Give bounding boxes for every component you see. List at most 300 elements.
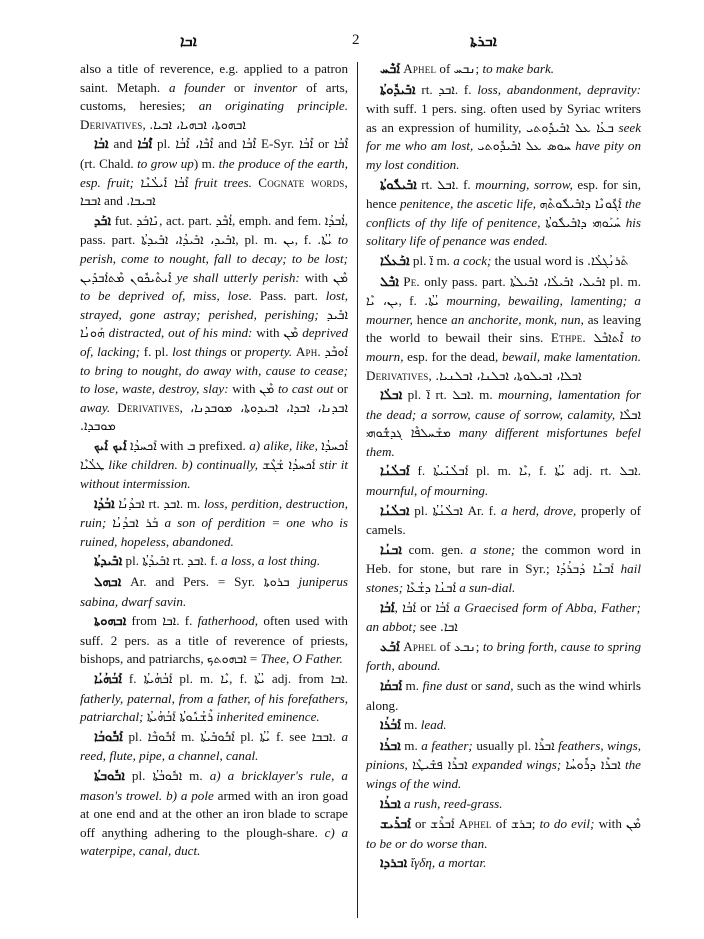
dictionary-entry (366, 815, 641, 853)
dictionary-entry (366, 716, 641, 736)
headword: ܐܰܒܽܘܒܳܐ (94, 729, 123, 745)
definition-text: feathers, wings, pinions, (366, 737, 641, 773)
grammar-label: Derivatives, (117, 399, 184, 415)
entry-text: with (299, 269, 334, 285)
dictionary-entry (80, 573, 348, 611)
syriac-form: ܐܒܠܶܐ ܡܫܰܚܠܦܶܐ ܓܕܫܽܘܗܝ (366, 406, 641, 441)
syriac-form: ܐܶܒܳܐ (333, 136, 348, 152)
syriac-form: ܝܢ (283, 232, 295, 248)
entry-text: pl. (152, 136, 176, 152)
definition-text: bewail, make lamentation. (501, 348, 641, 364)
entry-text: with (228, 381, 260, 397)
entry-text: usually pl. (472, 737, 535, 753)
definition-text: fine dust (422, 678, 468, 693)
definition-text: property. (245, 343, 293, 359)
entry-text: pl. (234, 728, 260, 744)
entry-text: , pl. m. (235, 232, 284, 248)
entry-text: of (436, 638, 455, 654)
definition-text: Abba, Father; an abbot; (366, 599, 642, 635)
syriac-form: ܐܒܺܝܕ، ܐܒܺܝܕܳܐ، ܐܒܺܝܕܬܳܐ (141, 232, 236, 248)
dictionary-entry (366, 462, 641, 500)
dictionary-entry (366, 599, 641, 637)
syriac-form: ܐ̈ (429, 252, 434, 268)
syriac-form: ܐܒܪܶܐ ܦܫܺܝܛܶܐ (412, 757, 468, 773)
syriac-form: ܐܰܟܚܕܳܐ ܛܠܳܝܶܐ (80, 437, 348, 473)
entry-text: or (410, 816, 431, 832)
definition-text: a feather; (421, 737, 473, 753)
headword: ܐܒܺܝܕܽܘܬܳܐ (380, 82, 416, 98)
entry-text: m. (400, 717, 421, 733)
entry-text: pl. m. (468, 463, 519, 479)
entry-text: often used with suff. 2 pers. as a title of reverence of priests, bishops, and patriarchs, (80, 613, 348, 667)
entry-text: fut. (111, 212, 137, 228)
entry-text (623, 330, 631, 345)
syriac-form: ܡܶܢ (283, 325, 299, 341)
definition-text: a rush, reed-grass. (404, 795, 503, 811)
grammar-label: Derivatives, (366, 367, 432, 383)
definition-text: lead. (420, 717, 447, 733)
syriac-form: ܒܥܳܐ ܥܠ ܐܒܺܝܕܽܘܬܝ (526, 119, 614, 135)
definition-text: a cock; (453, 252, 492, 268)
headword: ܐܒܪܕܐ (380, 856, 408, 872)
syriac-form: ܐܒܠܐ، ܐܒܝܠܘܬܐ، ܐܒܠܢܐ، ܐܒܠܢܝܐ. (435, 367, 582, 383)
entry-text: pl. (409, 252, 430, 268)
syriac-form: ܢܒܚ (453, 61, 476, 76)
definition-text: an originating principle. (198, 98, 348, 114)
entry-text: of (436, 61, 454, 76)
entry-text: of arts, customs, heresies; (80, 79, 348, 114)
grammar-label: Aphel (403, 61, 437, 76)
definition-text: a herd, drove, (500, 502, 577, 518)
entry-text: only pass. part. (419, 273, 510, 289)
syriac-form: ܐܰܒܢܶܐ ܕܰܒܪܳܕܳܐ (556, 561, 614, 577)
definition-text: a mortar. (438, 855, 487, 871)
syriac-form: ܡܶܢ (259, 381, 275, 397)
syriac-form: ܐܰܟܚܕܳܐ ܫܰܓܶܫ (262, 457, 316, 473)
entry-text: or (467, 678, 486, 693)
entry-text: ) m. (193, 155, 219, 171)
definition-text: a founder (168, 79, 226, 95)
syriac-form: ܚܘܣ ܥܠ ܐܒܺܝܕܽܘܬܝ (477, 138, 572, 154)
syriac-form: ܐܳܒܶܕ (215, 212, 232, 228)
syriac-form: ܝܢ، ܝܶܐ (366, 293, 399, 309)
grammar-label: Aphel (403, 638, 437, 654)
definition-text: b) a pole (166, 787, 214, 803)
entry-text: . (637, 463, 641, 479)
headword: ܐܒܳܐ (94, 137, 109, 153)
grammar-label: Aph. (295, 343, 321, 359)
headword: ܐܰܒܩܳܐ (380, 679, 402, 694)
dictionary-entry (80, 728, 348, 766)
definition-text: hail stones; (366, 561, 641, 596)
syriac-form: ܐܶܒܳܐ ܐܺܝܠܳܢܶܐ (140, 174, 189, 190)
dictionary-entry (366, 502, 641, 540)
entry-text: properly of camels. (366, 502, 642, 538)
syriac-form: ܐܒܐ (330, 671, 345, 686)
syriac-form: ܐܒܕ (163, 495, 180, 511)
left-column (80, 60, 348, 862)
headword: ܐܰܒܳܐ (380, 600, 395, 616)
syriac-form: ܐܰܒܢܳܐ ܕܫܳܥܶܐ (406, 580, 456, 596)
entry-text: or (225, 79, 254, 95)
headword: ܐܒܳܕܳܐ (94, 496, 115, 512)
entry-text (451, 425, 459, 440)
headword: ܐܰܝܟ ܐܰܝܟ (94, 438, 127, 454)
headword: ܐܶܒܳܐ (137, 137, 152, 153)
syriac-form: ܡܶܢ (333, 269, 348, 285)
definition-text: like children. (108, 457, 178, 473)
syriac-form: ܐܰܓܽܘܢܶܐ ܕܐܒܺܝܠܽܘܬܶܗ (539, 196, 622, 212)
headword: ܐܰܒܰܥ (380, 639, 400, 655)
dictionary-entry (80, 670, 348, 727)
definition-text: a) a bricklayer's rule, a mason's trowel. (80, 767, 348, 803)
entry-text: m. (400, 737, 422, 753)
syriac-form: ܚܰܝܰܘܗܝ ܕܐܒܺܝܠܽܘܬܳܐ (545, 214, 621, 230)
syriac-form: ܐ̈ (426, 387, 431, 403)
dictionary-entry (366, 854, 641, 874)
dictionary-entry (366, 176, 641, 251)
headword: ܐܒܰܕ (94, 213, 112, 229)
grammar-label: Pe. (403, 273, 420, 289)
definition-text: a loss, a lost thing. (221, 553, 321, 569)
entry-text: adj. from (264, 671, 331, 686)
definition-text: inventor (253, 79, 298, 95)
syriac-form: ܐܒܺܝܠ، ܐܒܺܝܠܳܐ، ܐܒܺܝܠܬܳܐ (509, 273, 606, 289)
syriac-form: ܐܶܒܳܐ (242, 136, 257, 152)
entry-text: f. (409, 463, 434, 479)
headword: ܐܰܒܪܺܝܫ (380, 817, 411, 833)
entry-text: . f. (455, 176, 476, 192)
entry-text: . m. (179, 495, 204, 511)
syriac-form: ܒ (186, 437, 196, 453)
headword: ܐܒܪܳܐ (380, 796, 401, 812)
syriac-form: ܐܶܒܳܐ (299, 136, 314, 152)
syriac-form: ܐܰܒܠܳܢܺܝܬܳܐ (433, 463, 469, 479)
headword: ܐܰܒܶܚ (380, 62, 400, 77)
entry-text: armed with an iron goad at one end and at the other an iron blade to scrape off anything adhering to the plough-share. (80, 787, 348, 840)
entry-text: ; (531, 816, 540, 832)
entry-text: , f. (527, 463, 555, 479)
definition-text: his solitary life of penance was ended. (366, 214, 641, 249)
entry-text (614, 561, 621, 576)
syriac-form: ܝܳܬܳܐ. (317, 232, 332, 248)
syriac-form: ܡܶܢ (626, 816, 641, 832)
definition-text: loss, perdition, destruction, ruin; (80, 495, 348, 531)
syriac-form: ܐܒܕܢܐ، ܐܒܕܐ، ܐܒܝܕܘܬܐ، ܡܘܒܕܢܐ، ܡܘܒܕܐ. (80, 399, 348, 434)
definition-text: to be deprived of, miss, lose. (80, 288, 253, 304)
syriac-form: ܐܒܽܘܒܳܬܳܐ (152, 767, 183, 783)
syriac-form: ܐܒܠܳܢܳܬܳܐ (432, 502, 463, 518)
entry-text: pl. (124, 767, 153, 783)
entry-text: . f. (176, 613, 198, 629)
entry-text: hence (412, 311, 452, 327)
syriac-form: ܐܰܒܳܐ (435, 599, 450, 615)
definition-text: penitence, the ascetic life, (399, 196, 537, 212)
entry-text: Pass. part. (252, 288, 326, 304)
syriac-form: ܐܒܠ (452, 387, 471, 403)
syriac-form: ܐܒܺܝܕ ܗܰܘܢܳܐ (80, 306, 348, 341)
dictionary-entry (80, 552, 348, 572)
grammar-label: Aphel (458, 816, 492, 832)
right-running-head: ܐܒܪܬܐ (470, 32, 497, 50)
grammar-label: Derivatives, (80, 116, 146, 132)
entry-text: m. (182, 767, 210, 783)
page-number: 2 (352, 32, 360, 48)
definition-text: a Graecised form of (453, 599, 562, 615)
entry-text: the common word in Heb. for stone, but rare in Syr.; (366, 541, 641, 577)
entry-text: com. gen. (401, 541, 471, 557)
syriac-form: ܝܳܬܳܐ (554, 463, 566, 479)
grammar-label: Ethpe. (550, 330, 586, 346)
definition-text: to be or do worse than. (366, 835, 488, 851)
syriac-form: ܐܰܒܪܶܫ (430, 816, 455, 832)
entry-text: Ar. and Pers. = Syr. (121, 574, 264, 590)
headword: ܐܒܶܠ (380, 274, 399, 290)
definition-text: stir it without intermission. (80, 457, 348, 492)
entry-text: . f. (203, 553, 222, 569)
dictionary-entry (80, 135, 348, 210)
entry-text: esp. for the dead, (403, 348, 502, 364)
entry-text: esp. for sin, hence (366, 176, 641, 212)
definition-text: ye shall utterly perish: (176, 269, 300, 285)
definition-text: b) continually, (181, 457, 259, 473)
definition-text: Thee, O Father. (260, 651, 343, 667)
definition-text: distracted, out of his mind: (108, 325, 253, 341)
headword: ܐܒܪܳܐ (380, 738, 401, 754)
entry-text: adj. rt. (565, 463, 620, 479)
definition-text: to cast out (277, 381, 334, 397)
syriac-form: ܐܒܒܐ (80, 193, 101, 209)
entry-text: pl. (402, 387, 427, 403)
syriac-form: ܢܒܥ (454, 638, 476, 654)
entry-text: prefixed. (195, 437, 250, 453)
entry-text: , act. part. (159, 212, 216, 228)
definition-text: lost, strayed, gone astray; perished, perishing; (80, 288, 348, 322)
entry-text: also a title of reverence, e.g. applied to a patron saint. Metaph. (80, 61, 348, 95)
syriac-form: ܒܪܘܬܐ (263, 574, 290, 590)
entry-text: , emph. and fem. (231, 212, 325, 228)
syriac-form: ܐܰܒܳܐ (402, 599, 417, 615)
definition-text: deprived of, lacking; (80, 325, 348, 359)
left-running-head: ܐܒܐ (180, 32, 197, 50)
syriac-form: ܝܳܬܳܐ (259, 728, 271, 744)
syriac-form: ܐܳܒܕܳܐ (324, 212, 345, 228)
definition-text: to make bark. (482, 61, 555, 76)
entry-text: pl. m. (605, 273, 642, 289)
entry-text: or (416, 599, 436, 615)
syriac-form: ܝܶܐ (518, 463, 528, 479)
syriac-form: ܒܪܫ (510, 816, 532, 832)
entry-text: rt. (169, 553, 188, 569)
syriac-form: ܒܰܪ ܐܒܕܳܢܳܐ (112, 515, 159, 531)
entry-text: from (126, 613, 163, 629)
entry-text: as leaving the world to bewail their sins. (366, 311, 642, 346)
entry-text: rt. (415, 81, 439, 97)
entry-text: , f. (398, 293, 425, 309)
definition-text: the produce of the earth, esp. fruit; (80, 155, 349, 190)
dictionary-entry (366, 81, 641, 175)
headword: ܐܰܒܳܪܳܐ (380, 718, 401, 734)
syriac-form: ܐܶܒܶܐ، ܐܶܒܳܐ (175, 136, 214, 152)
definition-text: mourning, bewailing, lamenting; a mourner, (366, 293, 641, 327)
syriac-form: ܐܰܟܚܕܳܐ (130, 437, 157, 453)
column-divider (357, 62, 358, 918)
syriac-form: ܪܶܫܳܢܽܘܬܳܐ ܐܰܒܳܗܳܝܬܳܐ (146, 709, 214, 725)
definition-text: ἴγδη, (410, 855, 436, 871)
entry-text: f. pl. (140, 343, 173, 359)
entry-text: with (252, 325, 284, 341)
syriac-form: ܝܶܐ (220, 671, 230, 686)
entry-text: of (491, 816, 511, 832)
definition-text: fatherhood, (197, 613, 259, 629)
definition-text: to do evil; (539, 816, 595, 832)
entry-text: m. (433, 252, 454, 268)
entry-text: pl. (409, 502, 433, 518)
entry-text: , (394, 599, 403, 615)
entry-text: or (313, 136, 334, 152)
entry-text: ; (475, 61, 483, 76)
dictionary-entry (366, 638, 641, 676)
headword: ܐܒܠܳܢܳܐ (380, 503, 410, 519)
definition-text: sand, (485, 678, 514, 693)
right-column (366, 60, 641, 875)
syriac-form: ܐܒܺܝܕܳܬܳܐ (142, 553, 170, 569)
entry-text: the usual word is (491, 252, 588, 268)
definition-text: mournful, of mourning. (366, 483, 489, 499)
entry-text: f. (121, 671, 144, 686)
entry-text: pl. (122, 553, 143, 569)
entry-text: (rt. Chald. (80, 155, 138, 171)
definition-text: fruit trees. (194, 174, 252, 190)
definition-text: a stone; (470, 541, 516, 557)
syriac-form: ܐܒܠ (437, 176, 456, 192)
syriac-form: ܐܒܪܶܐ (534, 737, 555, 753)
syriac-form: ܐܰܒܽܘܒܶܐ (147, 728, 176, 744)
definition-text: mourning, lamentation for the dead; a sorrow, cause of sorrow, calamity, (366, 387, 642, 422)
headword: ܐܒܢܳܐ (380, 542, 402, 558)
definition-text: have pity on my lost condition. (366, 138, 641, 172)
entry-text: see (416, 619, 440, 635)
entry-text: with (156, 437, 187, 453)
entry-text: pl. m. (172, 671, 221, 686)
entry-text: or (226, 343, 245, 359)
syriac-form: ܐܒܒܐ (311, 728, 333, 744)
definition-text: inherited eminence. (216, 709, 320, 725)
syriac-form: ܐܶܬܐܒܶܠ (593, 330, 624, 346)
dictionary-entry (366, 252, 641, 272)
entry-text: rt. (416, 176, 438, 192)
dictionary-entry (80, 60, 348, 134)
headword: ܐܒܺܝܠܽܘܬܳܐ (380, 177, 417, 193)
syriac-form: ܐܒܪܶܐ ܕܪܽܘܚܳܐ (565, 757, 621, 773)
syriac-form: ܐܰܒܳܗܳܝܬܳܐ (143, 671, 173, 686)
entry-text: m. (401, 678, 423, 693)
definition-text: expanded wings; (471, 757, 562, 773)
entry-text: pl. (122, 728, 148, 744)
syriac-form: ܐܰܘܒܶܕ (324, 343, 348, 359)
headword: ܐܒܰܥܠܳܐ (380, 253, 410, 269)
entry-text: such as the wind whirls along. (366, 678, 641, 713)
dictionary-entry (366, 386, 641, 461)
headword: ܐܒܗܘܬܐ (94, 614, 127, 630)
entry-text: with (594, 816, 627, 832)
entry-text: , f. (229, 671, 255, 686)
definition-text: a son of perdition = one who is ruined, hopeless, abandoned. (80, 515, 348, 549)
headword: ܐܒܽܘܒܬܳܐ (94, 768, 125, 784)
definition-text: seek for me who am lost, (366, 119, 641, 154)
syriac-form: ܬܰܪܢܳܓܠܳܐ. (587, 252, 629, 268)
definition-text: an anchorite, monk, nun, (451, 311, 584, 327)
definition-text: loss, abandonment, depravity: (477, 81, 641, 97)
syriac-form: ܐܒܝܒܐ. (126, 193, 156, 209)
definition-text: to mourn, (366, 330, 641, 364)
definition-text: c) a waterpipe, canal, duct. (80, 824, 348, 859)
entry-text: = (246, 651, 261, 667)
definition-text: many different misfortunes befel them. (366, 425, 641, 459)
definition-text: to perish, come to nought, fall to decay; to be lost; (80, 232, 348, 266)
entry-text: , f. (294, 232, 318, 248)
definition-text: away. (80, 399, 111, 415)
entry-text (290, 574, 299, 589)
entry-text: rt. (144, 495, 164, 511)
definition-text: mourning, sorrow, (475, 176, 573, 192)
syriac-form: ܐܰܒܽܘܒܺܝܬܳܐ (200, 728, 235, 744)
dictionary-entry (366, 737, 641, 794)
entry-text: rt. (430, 387, 453, 403)
definition-text: the wings of the wind. (366, 757, 641, 791)
definition-text: to grow up (137, 155, 194, 171)
syriac-form: ܝܳܬܳܐ (254, 671, 265, 686)
headword: ܐܰܒܠܳܢܳܐ (380, 464, 410, 480)
syriac-form: ܐܒܐ. (439, 619, 458, 635)
entry-text: . (332, 728, 342, 744)
definition-text: to bring forth, cause to spring forth, abound. (366, 638, 641, 674)
syriac-form: ܐܒܕ (187, 553, 204, 569)
entry-text (319, 307, 327, 322)
dictionary-entry (80, 612, 348, 669)
syriac-form: ܐܒܗܘܬܐ، ܐܒܗܝܐ، ܐܒܝܐ. (149, 116, 246, 132)
headword: ܐܰܒܳܗܳܝܳܐ (94, 672, 122, 687)
syriac-form: ܐܒܕܳܢܳܐ (118, 495, 145, 511)
dictionary-entry (366, 273, 641, 386)
definition-text: a sun-dial. (459, 580, 516, 596)
headword: ܐܒܠܳܐ (380, 388, 403, 404)
syriac-form: ܐܒܠ (619, 463, 638, 479)
dictionary-entry (80, 767, 348, 861)
entry-text: . f. (454, 81, 478, 97)
dictionary-entry (80, 437, 348, 494)
definition-text: to bring to nought, do away with, cause to cease; to lose, waste, destroy, slay: (80, 362, 348, 397)
headword: ܐܒܗܠ (94, 575, 122, 591)
syriac-form: ܐܒܐ (162, 613, 177, 629)
dictionary-entry (80, 212, 348, 436)
syriac-form: ܐܒܕ (438, 81, 455, 97)
entry-text: and (213, 136, 243, 152)
entry-text: and (108, 136, 138, 152)
dictionary-entry (80, 495, 348, 552)
entry-text (586, 330, 594, 345)
entry-text: with suff. 1 pers. sing. often used by Syriac writers as an expression of humility, (366, 101, 641, 135)
headword: ܐܒܺܝܕܬܳܐ (94, 554, 123, 570)
syriac-form: ܐܺܝܬܶܝܟܽܘܢ ܡܶܬܐܰܒܕܺܝܢ (80, 269, 172, 285)
definition-text: juniperus sabina, dwarf savin. (80, 574, 348, 609)
dictionary-entry (366, 795, 641, 815)
dictionary-entry (366, 541, 641, 598)
entry-text: f. see (270, 728, 312, 744)
entry-text: m. (175, 728, 201, 744)
dictionary-entry (366, 677, 641, 715)
entry-text: E-Syr. (256, 136, 300, 152)
